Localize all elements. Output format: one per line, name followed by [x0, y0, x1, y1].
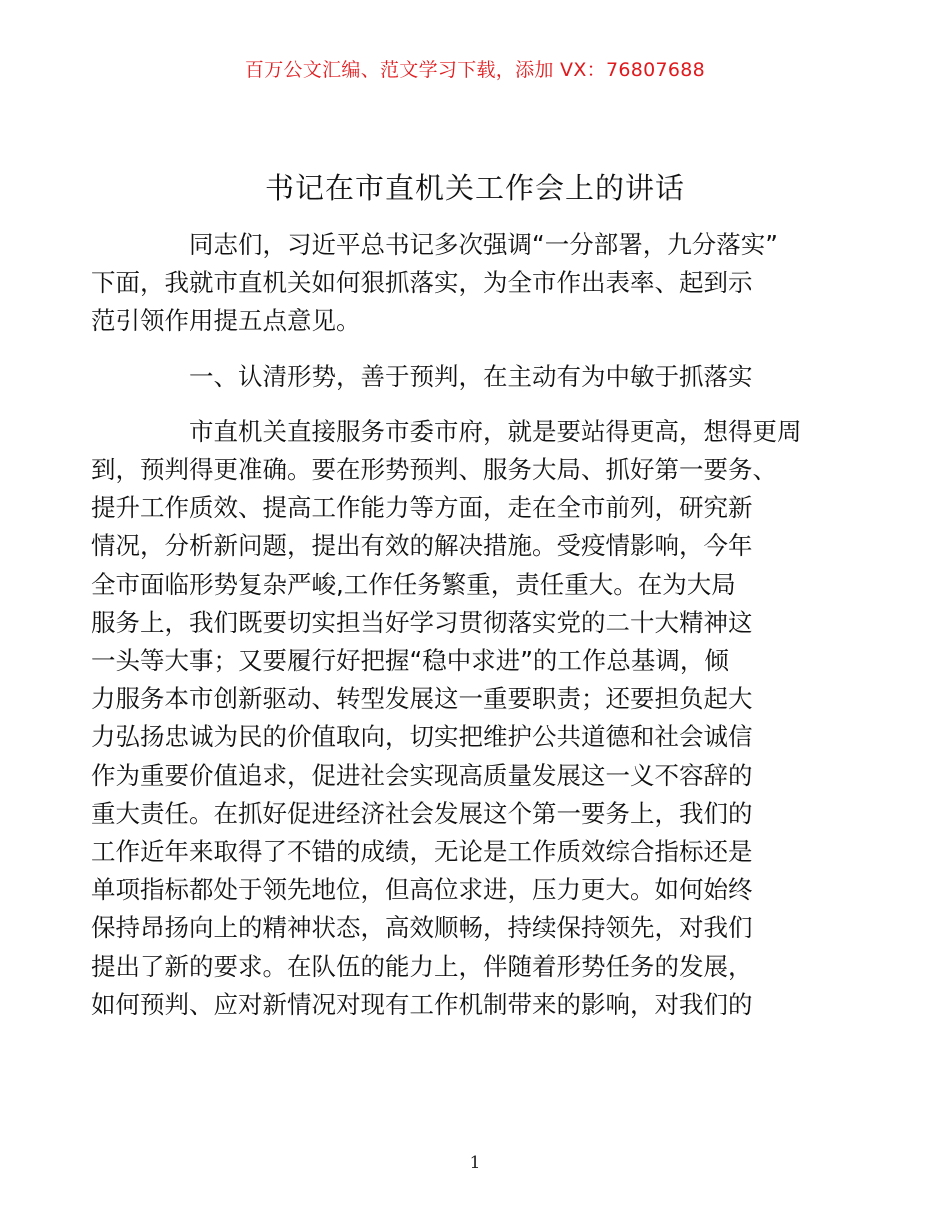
text-line: 下面，我就市直机关如何狠抓落实，为全市作出表率、起到示: [91, 268, 753, 298]
document-body: [91, 226, 822, 1024]
section-heading: [140, 358, 822, 396]
text-line: 提升工作质效、提高工作能力等方面，走在全市前列，研究新: [91, 493, 753, 523]
text-line: 市直机关直接服务市委市府，就是要站得更高，想得更周: [189, 416, 802, 446]
text-line: 范引领作用提五点意见。: [91, 306, 361, 336]
text-line: 一、认清形势，善于预判，在主动有为中敏于抓落实: [189, 361, 753, 391]
text-line: 力弘扬忠诚为民的价值取向，切实把维护公共道德和社会诚信: [91, 722, 753, 752]
text-line: 力服务本市创新驱动、转型发展这一重要职责；还要担负起大: [91, 684, 753, 714]
text-line: 服务上，我们既要切实担当好学习贯彻落实党的二十大精神这: [91, 607, 753, 637]
text-line: 单项指标都处于领先地位，但高位求进，压力更大。如何始终: [91, 875, 753, 905]
text-line: 作为重要价值追求，促进社会实现高质量发展这一义不容辞的: [91, 760, 753, 790]
page-number: 1: [469, 1153, 481, 1173]
document-title: 书记在市直机关工作会上的讲话: [264, 171, 685, 205]
text-line: 如何预判、应对新情况对现有工作机制带来的影响，对我们的: [91, 989, 753, 1019]
paragraph-section-one: [91, 413, 822, 1024]
text-line: 提出了新的要求。在队伍的能力上，伴随着形势任务的发展，: [91, 951, 753, 981]
text-line: 同志们，习近平总书记多次强调“一分部署，九分落实”: [189, 230, 778, 259]
text-line: 一头等大事；又要履行好把握“稳中求进”的工作总基调，倾: [91, 646, 729, 676]
header-banner: 百万公文汇编、范文学习下载，添加 VX：76807688: [244, 59, 706, 81]
text-line: 保持昂扬向上的精神状态，高效顺畅，持续保持领先，对我们: [91, 913, 753, 943]
text-line: 到，预判得更准确。要在形势预判、服务大局、抓好第一要务、: [91, 455, 777, 485]
text-line: 情况，分析新问题，提出有效的解决措施。受疫情影响，今年: [91, 531, 753, 561]
text-line: 重大责任。在抓好促进经济社会发展这个第一要务上，我们的: [91, 798, 753, 828]
paragraph-opening: [91, 226, 822, 341]
text-line: 工作近年来取得了不错的成绩，无论是工作质效综合指标还是: [91, 837, 753, 867]
text-line: 全市面临形势复杂严峻,工作任务繁重，责任重大。在为大局: [91, 569, 736, 599]
